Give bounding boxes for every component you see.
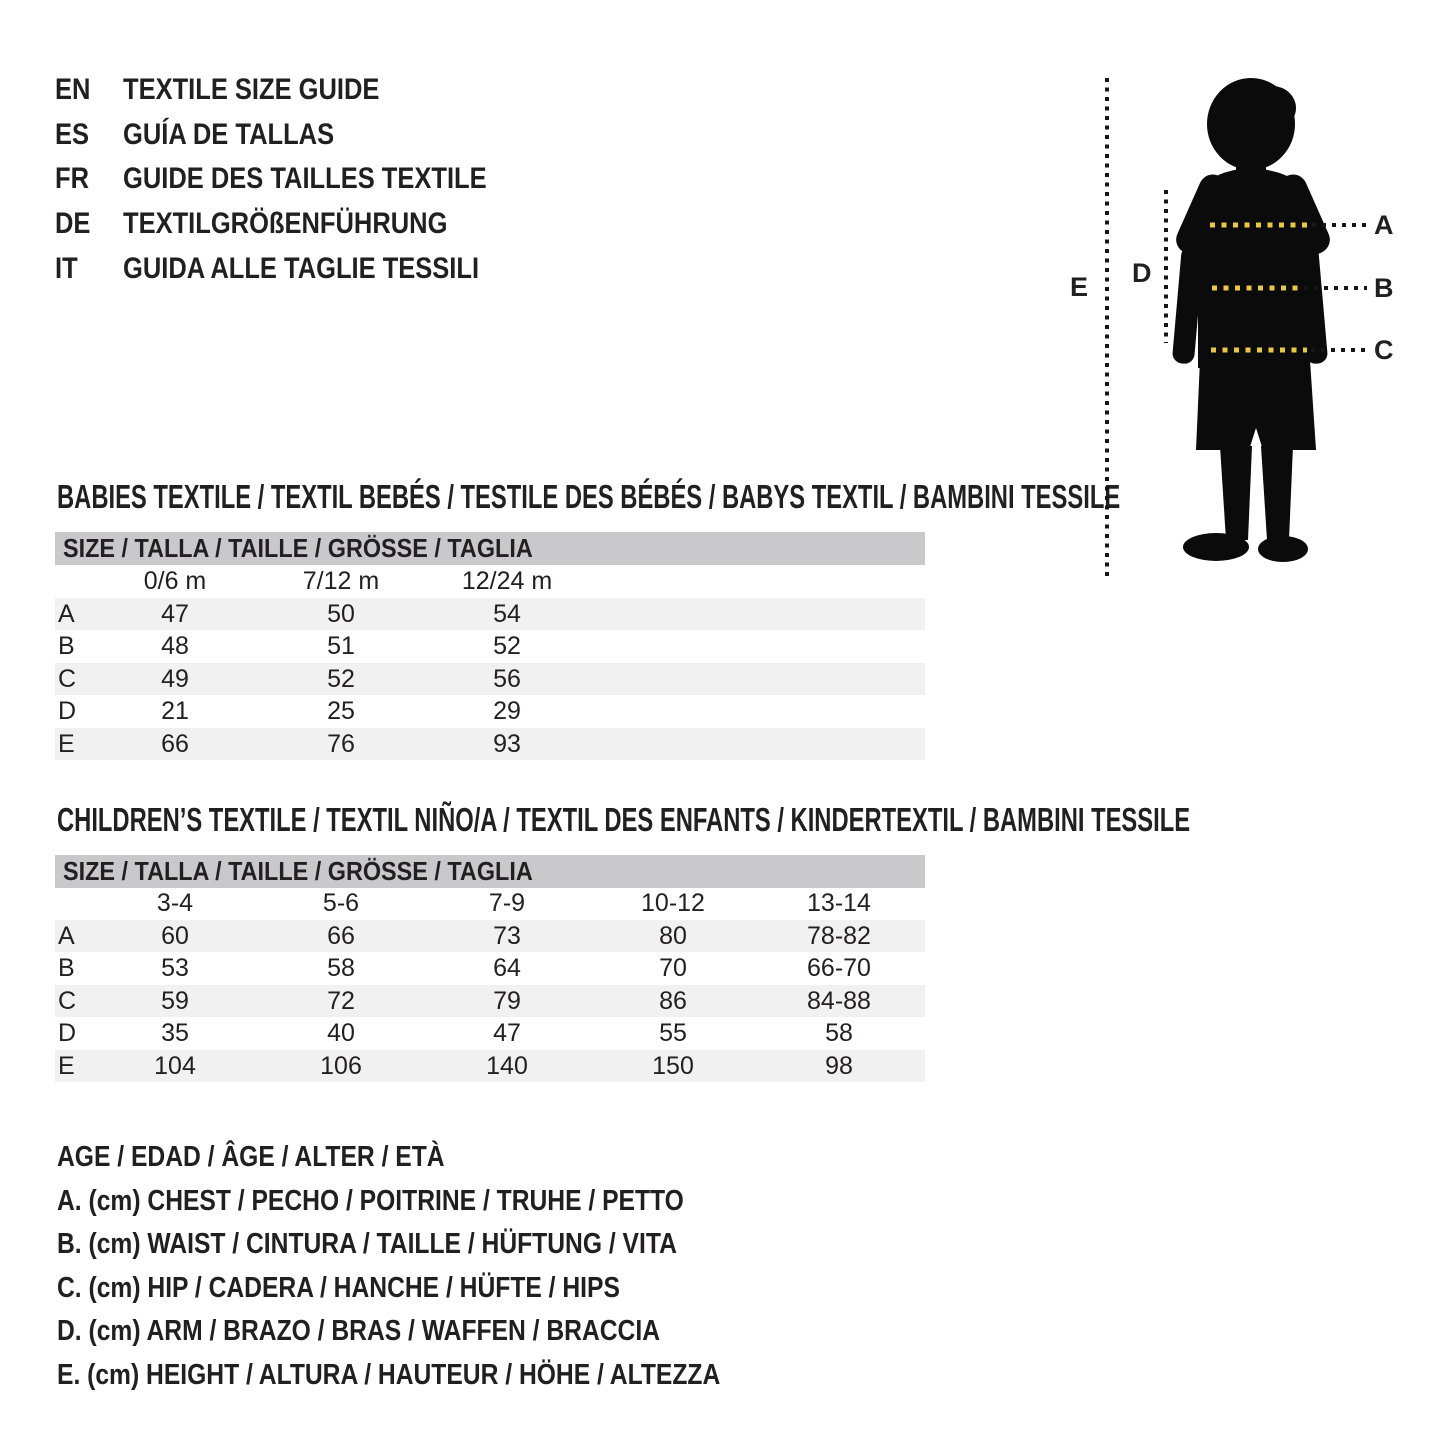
language-code — [55, 207, 123, 241]
table-cell: 80 — [659, 921, 687, 950]
children-size-bar-text: SIZE / TALLA / TAILLE / GRÖSSE / TAGLIA — [63, 856, 533, 886]
legend-line — [57, 1180, 837, 1224]
table-cell: 52 — [493, 632, 521, 660]
table-row — [55, 695, 925, 728]
table-cell: 53 — [161, 954, 189, 982]
language-row — [55, 246, 551, 291]
label-e: E — [1070, 272, 1089, 302]
legend-line — [57, 1136, 837, 1180]
table-cell: 49 — [161, 664, 189, 693]
table-cell: 140 — [486, 1051, 528, 1080]
row-label: A — [58, 599, 75, 628]
language-title — [123, 252, 542, 286]
legend-line — [57, 1354, 837, 1398]
table-cell: 106 — [320, 1051, 362, 1080]
table-cell: 47 — [161, 599, 189, 628]
language-title-text: TEXTILGRÖßENFÜHRUNG — [123, 207, 448, 241]
table-cell: 66 — [327, 921, 355, 950]
table-cell: 54 — [493, 599, 521, 628]
children-table — [55, 887, 925, 1082]
table-cell: 60 — [161, 921, 189, 950]
legend-line-text: AGE / EDAD / ÂGE / ALTER / ETÀ — [57, 1141, 445, 1173]
legend-line-text: C. (cm) HIP / CADERA / HANCHE / HÜFTE / HIPS — [57, 1271, 620, 1304]
language-row — [55, 202, 551, 247]
table-cell: 59 — [161, 986, 189, 1015]
column-header: 3-4 — [156, 889, 194, 917]
table-cell: 35 — [161, 1019, 189, 1047]
row-label: A — [58, 921, 75, 950]
legend-line — [57, 1310, 837, 1354]
table-cell: 58 — [825, 1019, 853, 1047]
column-header: 10-12 — [641, 889, 705, 917]
table-row — [55, 985, 925, 1018]
table-header-row — [55, 887, 925, 920]
label-d: D — [1132, 258, 1152, 288]
measurement-legend — [57, 1136, 837, 1397]
table-cell: 58 — [327, 954, 355, 982]
language-title-text: GUIDE DES TAILLES TEXTILE — [123, 162, 487, 196]
table-cell: 98 — [825, 1051, 853, 1080]
language-code — [55, 118, 123, 152]
row-label: E — [58, 1051, 75, 1080]
table-cell: 76 — [327, 729, 355, 758]
table-cell: 93 — [493, 729, 521, 758]
label-a: A — [1374, 210, 1394, 240]
language-code-text: IT — [55, 251, 78, 285]
legend-line — [57, 1223, 837, 1267]
children-section-title-text: CHILDREN’S TEXTILE / TEXTIL NIÑO/A / TEXTIL DES ENFANTS / KINDERTEXTIL / BAMBINI TESSILE — [57, 801, 1191, 838]
table-cell: 55 — [659, 1019, 687, 1047]
legend-line-text: E. (cm) HEIGHT / ALTURA / HAUTEUR / HÖHE / ALTEZZA — [57, 1358, 721, 1391]
language-row — [55, 68, 551, 113]
column-header: 5-6 — [322, 889, 360, 917]
row-label: D — [58, 697, 77, 725]
children-section-title — [57, 803, 1445, 837]
table-cell: 73 — [493, 921, 521, 950]
table-cell: 21 — [161, 697, 189, 725]
legend-line-text: D. (cm) ARM / BRAZO / BRAS / WAFFEN / BRACCIA — [57, 1315, 661, 1347]
language-code — [55, 73, 123, 107]
header-spacer — [55, 887, 92, 920]
language-title-text: TEXTILE SIZE GUIDE — [123, 73, 380, 107]
table-cell: 48 — [161, 632, 189, 660]
column-header: 7-9 — [488, 889, 526, 917]
table-row — [55, 630, 925, 663]
legend-line-text: B. (cm) WAIST / CINTURA / TAILLE / HÜFTUNG / VITA — [57, 1228, 677, 1260]
legend-line-text: A. (cm) CHEST / PECHO / POITRINE / TRUHE / PETTO — [57, 1184, 684, 1217]
table-row — [55, 1050, 925, 1083]
table-cell: 29 — [493, 697, 521, 725]
table-cell: 86 — [659, 986, 687, 1015]
table-row — [55, 920, 925, 953]
table-header-row — [55, 565, 925, 598]
language-title-text: GUÍA DE TALLAS — [123, 117, 335, 151]
table-cell: 79 — [493, 986, 521, 1015]
table-cell: 150 — [652, 1051, 694, 1080]
table-cell: 66 — [161, 729, 189, 758]
table-cell: 84-88 — [807, 986, 871, 1015]
column-header: 12/24 m — [461, 567, 553, 595]
language-code-text: EN — [55, 73, 91, 107]
table-cell: 104 — [154, 1051, 196, 1080]
row-label: B — [58, 954, 75, 982]
label-b: B — [1374, 273, 1394, 303]
children-size-bar — [55, 855, 925, 888]
table-cell: 47 — [493, 1019, 521, 1047]
language-row — [55, 113, 551, 158]
language-title — [123, 118, 371, 152]
row-label: D — [58, 1019, 77, 1047]
babies-size-bar-text: SIZE / TALLA / TAILLE / GRÖSSE / TAGLIA — [63, 533, 533, 563]
table-row — [55, 598, 925, 631]
column-header: 13-14 — [807, 889, 871, 917]
table-cell: 78-82 — [807, 921, 871, 950]
column-header: 0/6 m — [143, 567, 207, 595]
table-cell: 52 — [327, 664, 355, 693]
row-label: C — [58, 664, 77, 693]
table-cell: 72 — [327, 986, 355, 1015]
table-cell: 50 — [327, 599, 355, 628]
language-code — [55, 252, 123, 286]
table-cell: 70 — [659, 954, 687, 982]
language-code-text: ES — [55, 117, 90, 151]
language-row — [55, 157, 551, 202]
language-title — [123, 162, 551, 196]
language-title-text: GUIDA ALLE TAGLIE TESSILI — [123, 251, 480, 285]
row-label: C — [58, 986, 77, 1015]
legend-line — [57, 1267, 837, 1311]
table-row — [55, 1017, 925, 1050]
table-row — [55, 663, 925, 696]
language-code — [55, 162, 123, 196]
babies-size-bar — [55, 532, 925, 565]
row-label: E — [58, 729, 75, 758]
table-row — [55, 728, 925, 761]
header-spacer — [55, 565, 92, 598]
table-row — [55, 952, 925, 985]
table-cell: 66-70 — [807, 954, 871, 982]
child-measurement-figure — [1060, 60, 1405, 580]
table-cell: 56 — [493, 664, 521, 693]
table-cell: 51 — [327, 632, 355, 660]
row-label: B — [58, 632, 75, 660]
table-cell: 25 — [327, 697, 355, 725]
table-cell: 40 — [327, 1019, 355, 1047]
babies-table — [55, 565, 925, 760]
table-cell: 64 — [493, 954, 521, 982]
language-header — [55, 68, 551, 291]
language-title — [123, 73, 425, 107]
babies-section-title-text: BABIES TEXTILE / TEXTIL BEBÉS / TESTILE DES BÉBÉS / BABYS TEXTIL / BAMBINI TESSILE — [57, 478, 1121, 515]
language-code-text: FR — [55, 162, 89, 196]
language-code-text: DE — [55, 207, 91, 241]
child-silhouette-icon — [1172, 78, 1335, 562]
language-title — [123, 207, 505, 241]
label-c: C — [1374, 335, 1394, 365]
column-header: 7/12 m — [302, 567, 380, 595]
